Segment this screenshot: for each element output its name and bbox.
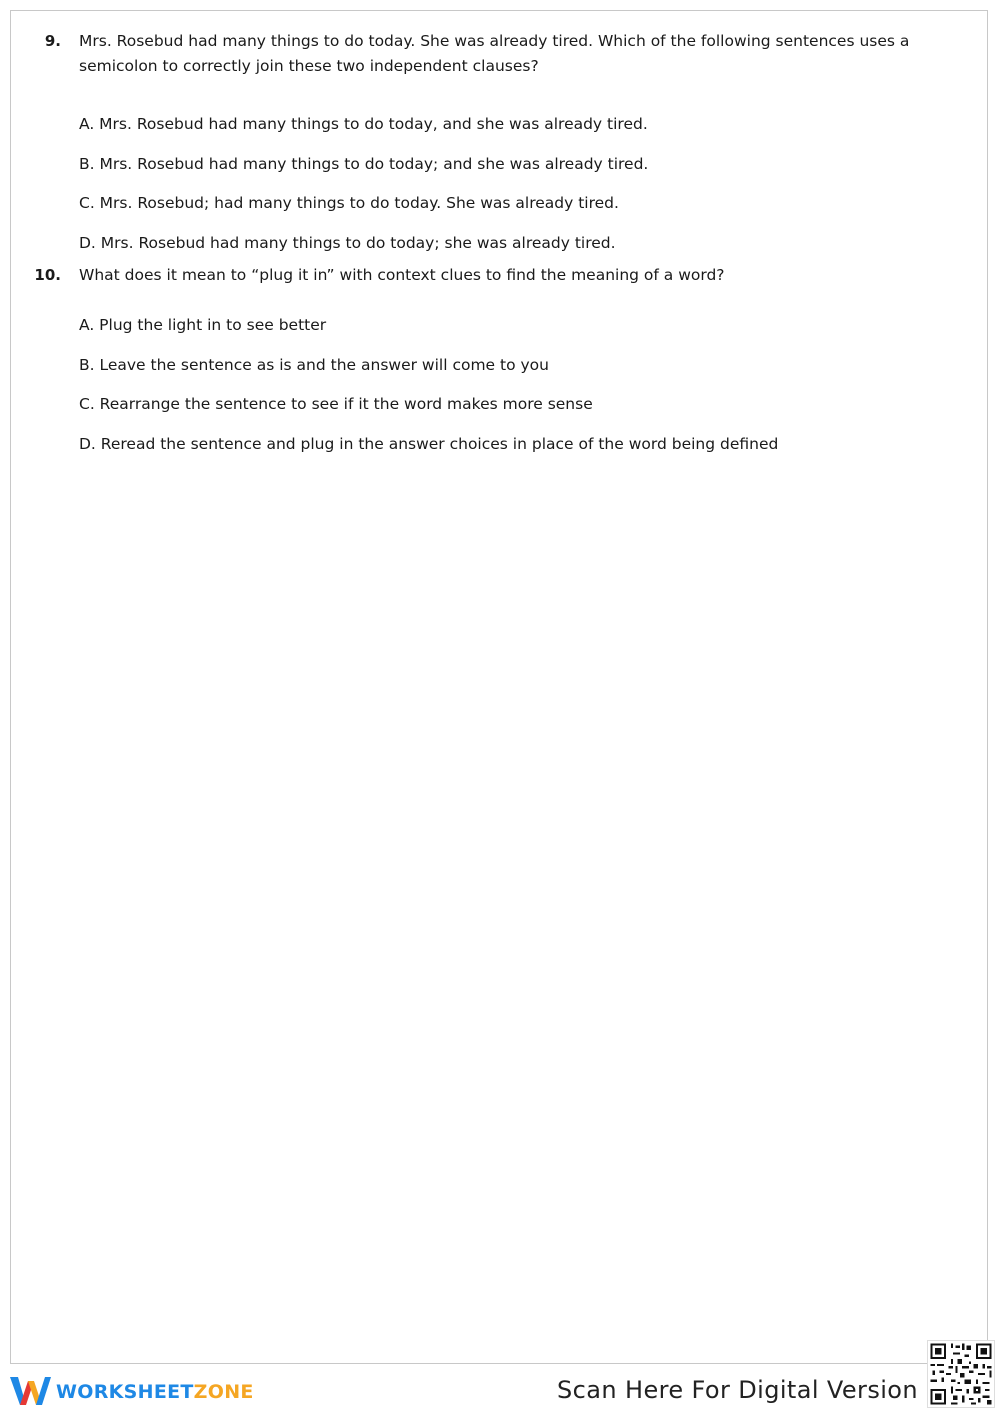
worksheet-page [10,10,988,1364]
question-text: Mrs. Rosebud had many things to do today. She was already tired. Which of the following sentences uses a semicolon to correctly join these two independent clauses? [79,32,910,75]
worksheetzone-logo[interactable] [10,1374,254,1410]
answer-options [79,112,939,271]
question-number: 10. [34,266,61,284]
answer-options [79,313,939,472]
question-number: 9. [44,32,61,50]
brand-name-part1: WORKSHEET [56,1381,194,1403]
option-a[interactable]: A. Mrs. Rosebud had many things to do today, and she was already tired. [79,115,648,133]
brand-name-part2: ZONE [193,1381,254,1403]
option-c[interactable]: C. Mrs. Rosebud; had many things to do today. She was already tired. [79,194,619,213]
option-b[interactable]: B. Mrs. Rosebud had many things to do today; and she was already tired. [79,154,649,173]
option-b[interactable]: B. Leave the sentence as is and the answer will come to you [79,355,549,374]
option-d[interactable]: D. Reread the sentence and plug in the answer choices in place of the word being defined [79,435,779,454]
option-a[interactable]: A. Plug the light in to see better [79,316,327,334]
scan-label: Scan Here For Digital Version [557,1376,918,1404]
option-d[interactable]: D. Mrs. Rosebud had many things to do today; she was already tired. [79,234,616,253]
worksheetzone-logo-icon [10,1375,52,1409]
brand-name [56,1381,254,1403]
qr-code-icon[interactable] [927,1340,995,1408]
page-footer [0,1364,1000,1414]
option-c[interactable]: C. Rearrange the sentence to see if it the word makes more sense [79,395,593,414]
question-text: What does it mean to “plug it in” with context clues to find the meaning of a word? [79,266,725,284]
